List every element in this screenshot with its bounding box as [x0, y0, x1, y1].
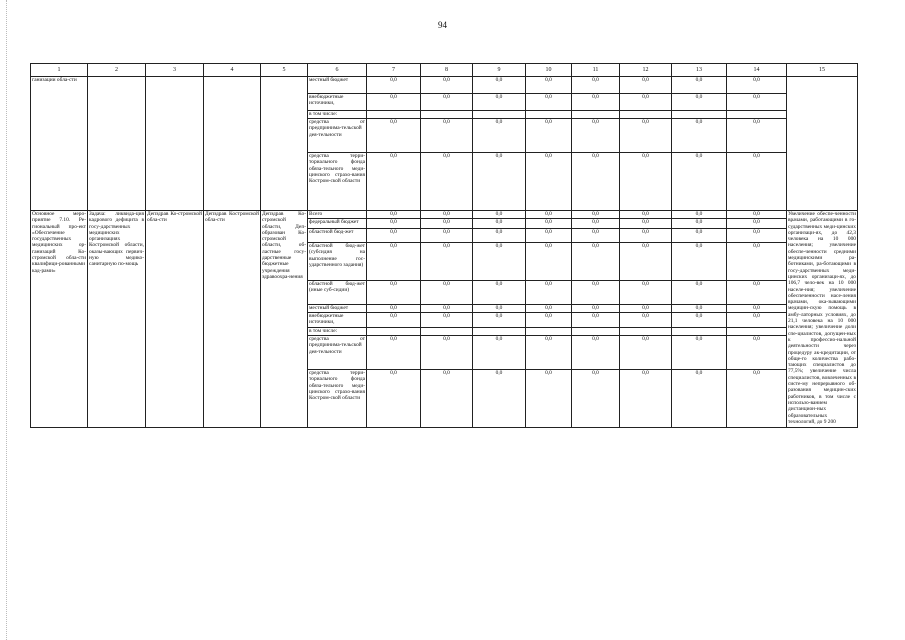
value-cell: 0,0	[672, 153, 727, 211]
value-cell: 0,0	[473, 313, 526, 328]
value-cell: 0,0	[473, 94, 526, 111]
funding-source-label: средства терри-ториального фонда обяза-тельного меди-цинского страхо-вания Костром-ской области	[308, 153, 367, 211]
funding-source-label: внебюджетные источники,	[308, 313, 367, 328]
column-header: 1	[31, 64, 88, 77]
funding-source-label: федеральный бюджет	[308, 219, 367, 229]
value-cell: 0,0	[473, 243, 526, 281]
value-cell: 0,0	[727, 153, 787, 211]
funding-source-label: областной бюд-жет	[308, 229, 367, 243]
value-cell: 0,0	[473, 370, 526, 428]
value-cell: 0,0	[572, 313, 620, 328]
value-cell: 0,0	[526, 153, 572, 211]
value-cell: 0,0	[572, 243, 620, 281]
value-cell: 0,0	[620, 211, 672, 219]
value-cell: 0,0	[620, 305, 672, 313]
value-cell: 0,0	[421, 305, 473, 313]
value-cell	[727, 328, 787, 336]
funding-source-label: в том числе:	[308, 111, 367, 119]
column-header: 4	[204, 64, 261, 77]
funding-source-label: средства терри-ториального фонда обяза-тельного меди-цинского страхо-вания Костром-ской области	[308, 370, 367, 428]
value-cell: 0,0	[620, 370, 672, 428]
value-cell	[620, 328, 672, 336]
program-table	[30, 63, 858, 428]
value-cell: 0,0	[421, 119, 473, 153]
value-cell: 0,0	[727, 77, 787, 94]
value-cell: 0,0	[367, 211, 421, 219]
column-header: 5	[261, 64, 308, 77]
value-cell: 0,0	[620, 229, 672, 243]
value-cell: 0,0	[367, 229, 421, 243]
value-cell: 0,0	[367, 94, 421, 111]
value-cell: 0,0	[572, 370, 620, 428]
value-cell	[672, 328, 727, 336]
value-cell: 0,0	[620, 119, 672, 153]
value-cell: 0,0	[421, 77, 473, 94]
funding-source-label: в том числе:	[308, 328, 367, 336]
value-cell: 0,0	[473, 305, 526, 313]
value-cell: 0,0	[526, 219, 572, 229]
column-header: 7	[367, 64, 421, 77]
value-cell	[473, 328, 526, 336]
measure-name-cell: ганизации обла-сти	[31, 77, 88, 211]
funding-source-label: Всего	[308, 211, 367, 219]
value-cell	[572, 328, 620, 336]
value-cell: 0,0	[526, 94, 572, 111]
coexecutor-cell	[204, 77, 261, 211]
table-row	[31, 211, 858, 219]
expected-results-cell	[787, 77, 858, 211]
measure-name-cell: Основное меро-приятие 7.10. Ре-гиональный про-ект «Обеспечение государственных медицинских ор-ганизаций Ко-стромской обла-сти квалифици-рованными кад-рами»	[31, 211, 88, 428]
participants-cell	[261, 77, 308, 211]
value-cell: 0,0	[367, 77, 421, 94]
value-cell: 0,0	[620, 153, 672, 211]
value-cell	[421, 328, 473, 336]
value-cell: 0,0	[672, 229, 727, 243]
value-cell: 0,0	[672, 243, 727, 281]
value-cell: 0,0	[727, 119, 787, 153]
value-cell: 0,0	[727, 305, 787, 313]
value-cell: 0,0	[727, 243, 787, 281]
value-cell	[727, 111, 787, 119]
value-cell: 0,0	[367, 336, 421, 370]
value-cell: 0,0	[473, 211, 526, 219]
value-cell: 0,0	[526, 281, 572, 305]
value-cell: 0,0	[672, 119, 727, 153]
coexecutor-cell: Депздрав Костромской обла-сти	[204, 211, 261, 428]
value-cell: 0,0	[421, 281, 473, 305]
value-cell: 0,0	[672, 77, 727, 94]
value-cell: 0,0	[421, 229, 473, 243]
column-header: 10	[526, 64, 572, 77]
funding-source-label: местный бюджет	[308, 305, 367, 313]
value-cell: 0,0	[526, 370, 572, 428]
value-cell: 0,0	[473, 153, 526, 211]
value-cell: 0,0	[672, 94, 727, 111]
value-cell: 0,0	[620, 281, 672, 305]
value-cell: 0,0	[421, 94, 473, 111]
value-cell: 0,0	[572, 153, 620, 211]
value-cell: 0,0	[421, 336, 473, 370]
value-cell: 0,0	[572, 219, 620, 229]
page-number: 94	[438, 20, 447, 30]
funding-source-label: местный бюджет	[308, 77, 367, 94]
value-cell: 0,0	[367, 281, 421, 305]
value-cell: 0,0	[473, 229, 526, 243]
table-body	[31, 77, 858, 428]
participants-cell: Депздрав Ко-стромской области, Деп-образован Ко-стромской области, об-ластные госу-дарственные бюджетные учреждения здравоохра-нения	[261, 211, 308, 428]
task-cell	[88, 77, 146, 211]
column-header: 13	[672, 64, 727, 77]
value-cell: 0,0	[526, 243, 572, 281]
value-cell: 0,0	[727, 336, 787, 370]
expected-results-cell: Увеличение обеспе-ченности врачами, работающими в го-сударственных меди-цинских организаци-ях, до 42,3 человека на 10 000 населения; увеличение обеспе-ченности средними медицинскими ра-ботниками, ра-ботающими в госу-дарственных меди-цинских организаци-ях, до 106,7 чело-век на 10 000 населе-ния; увеличение обеспеченности насе-ления врачами, ока-зывающими медицин-скую помощь в амбу-латорных условиях, до 21,1 человека на 10 000 населения; увеличение доли спе-циалистов, допущен-ных к профессио-нальной деятельности через процедуру ак-кредитации, от обще-го количества рабо-тающих специалистов до 77,5%; увеличение числа специалистов, вовлеченных в систе-му непрерывного об-разования медицин-ских работников, в том числе с использо-ванием дистанцион-ных образовательных технологий, до 9 200	[787, 211, 858, 428]
value-cell	[526, 111, 572, 119]
funding-source-label: областной бюд-жет (субсидия на выполнение гос-ударственного задания)	[308, 243, 367, 281]
value-cell: 0,0	[572, 77, 620, 94]
value-cell: 0,0	[620, 336, 672, 370]
value-cell: 0,0	[473, 77, 526, 94]
task-cell: Задача: ликвида-ция кадрового дефицита в госу-дарственных медицинских организациях Костромской области, оказы-вающих первич-ную медико-санитарную по-мощь	[88, 211, 146, 428]
column-header: 8	[421, 64, 473, 77]
responsible-executor-cell: Депздрав Ко-стромской обла-сти	[146, 211, 204, 428]
column-header: 2	[88, 64, 146, 77]
value-cell	[367, 328, 421, 336]
value-cell: 0,0	[572, 119, 620, 153]
value-cell	[526, 328, 572, 336]
value-cell: 0,0	[421, 153, 473, 211]
value-cell	[672, 111, 727, 119]
funding-source-label: средства от предпринима-тельской дея-тельности	[308, 119, 367, 153]
value-cell: 0,0	[367, 243, 421, 281]
value-cell	[367, 111, 421, 119]
page-margin-line	[6, 0, 7, 640]
value-cell: 0,0	[367, 305, 421, 313]
value-cell: 0,0	[672, 211, 727, 219]
value-cell: 0,0	[672, 336, 727, 370]
value-cell	[572, 111, 620, 119]
value-cell: 0,0	[421, 211, 473, 219]
column-header: 11	[572, 64, 620, 77]
value-cell: 0,0	[526, 77, 572, 94]
value-cell: 0,0	[526, 119, 572, 153]
value-cell: 0,0	[526, 336, 572, 370]
value-cell: 0,0	[421, 313, 473, 328]
column-header: 12	[620, 64, 672, 77]
value-cell: 0,0	[727, 229, 787, 243]
value-cell: 0,0	[572, 305, 620, 313]
value-cell: 0,0	[572, 336, 620, 370]
value-cell: 0,0	[672, 313, 727, 328]
value-cell: 0,0	[672, 281, 727, 305]
value-cell: 0,0	[367, 313, 421, 328]
value-cell: 0,0	[367, 219, 421, 229]
value-cell: 0,0	[620, 77, 672, 94]
value-cell: 0,0	[620, 219, 672, 229]
value-cell: 0,0	[526, 305, 572, 313]
value-cell: 0,0	[526, 211, 572, 219]
value-cell: 0,0	[572, 229, 620, 243]
responsible-executor-cell	[146, 77, 204, 211]
value-cell	[473, 111, 526, 119]
value-cell: 0,0	[473, 336, 526, 370]
value-cell: 0,0	[727, 313, 787, 328]
table-row	[31, 77, 858, 94]
column-header: 9	[473, 64, 526, 77]
value-cell: 0,0	[421, 219, 473, 229]
value-cell: 0,0	[367, 153, 421, 211]
value-cell: 0,0	[421, 243, 473, 281]
value-cell: 0,0	[672, 370, 727, 428]
value-cell: 0,0	[620, 94, 672, 111]
value-cell: 0,0	[473, 119, 526, 153]
funding-source-label: областной бюд-жет (иные суб-сидии)	[308, 281, 367, 305]
value-cell: 0,0	[572, 211, 620, 219]
value-cell: 0,0	[727, 94, 787, 111]
value-cell: 0,0	[473, 281, 526, 305]
value-cell: 0,0	[620, 313, 672, 328]
value-cell: 0,0	[473, 219, 526, 229]
column-header: 3	[146, 64, 204, 77]
value-cell: 0,0	[727, 219, 787, 229]
value-cell: 0,0	[367, 119, 421, 153]
value-cell: 0,0	[526, 229, 572, 243]
value-cell: 0,0	[727, 211, 787, 219]
value-cell: 0,0	[620, 243, 672, 281]
value-cell: 0,0	[421, 370, 473, 428]
value-cell	[620, 111, 672, 119]
value-cell: 0,0	[672, 305, 727, 313]
header-row	[31, 64, 858, 77]
column-header: 6	[308, 64, 367, 77]
value-cell: 0,0	[572, 94, 620, 111]
value-cell: 0,0	[727, 281, 787, 305]
funding-source-label: средства от предпринима-тельской дея-тельности	[308, 336, 367, 370]
funding-source-label: внебюджетные источники,	[308, 94, 367, 111]
value-cell: 0,0	[672, 219, 727, 229]
value-cell: 0,0	[367, 370, 421, 428]
value-cell: 0,0	[526, 313, 572, 328]
value-cell: 0,0	[727, 370, 787, 428]
column-header: 15	[787, 64, 858, 77]
value-cell: 0,0	[572, 281, 620, 305]
value-cell	[421, 111, 473, 119]
column-header: 14	[727, 64, 787, 77]
